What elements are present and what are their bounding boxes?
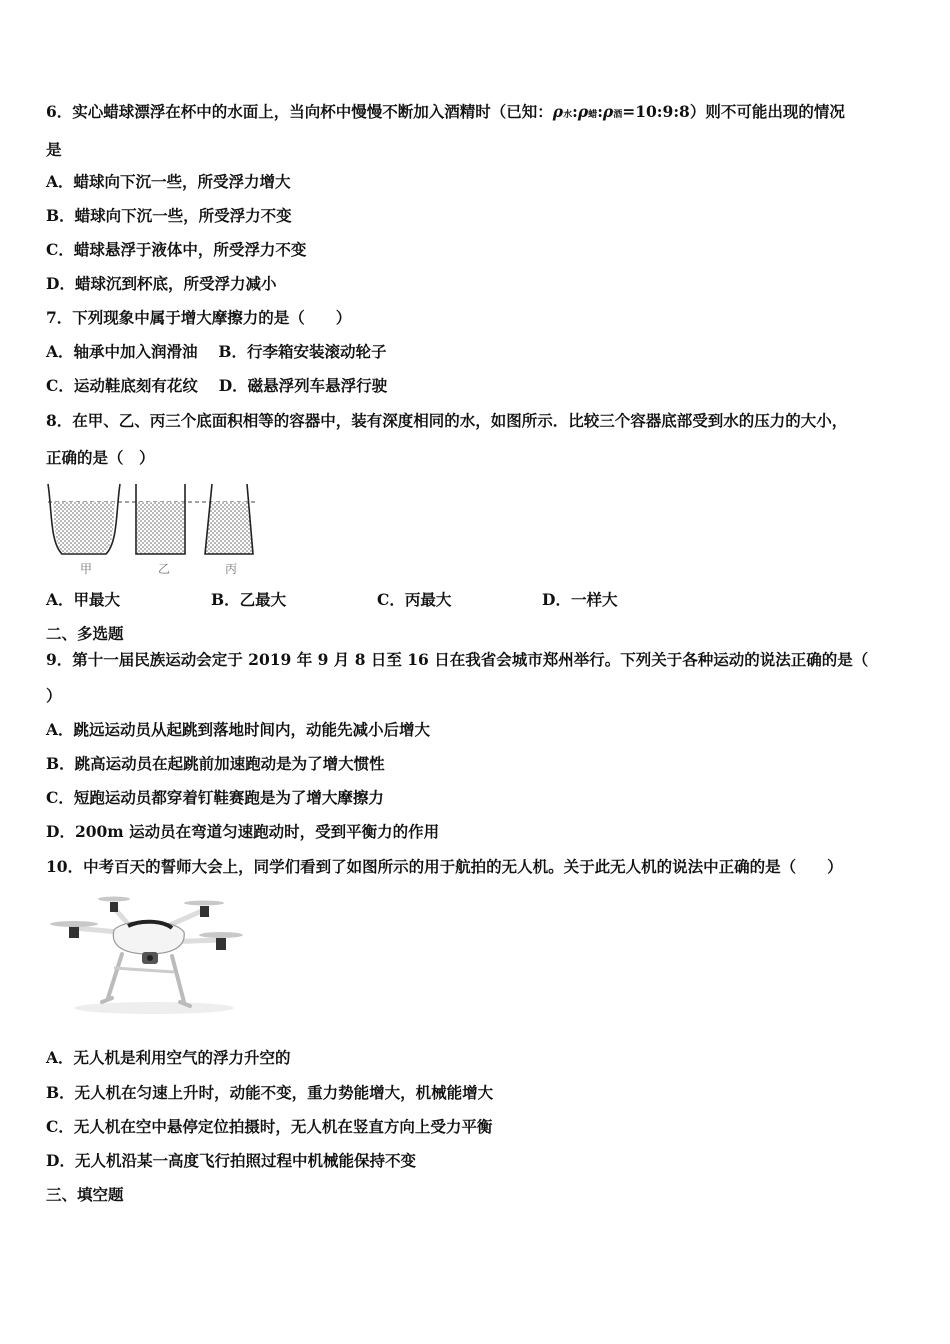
rho-symbol: ρ — [577, 102, 589, 121]
q7-options-row2: C．运动鞋底刻有花纹 D．磁悬浮列车悬浮行驶 — [46, 376, 388, 395]
q9-option-a: A．跳远运动员从起跳到落地时间内，动能先减小后增大 — [46, 720, 431, 739]
label-bing: 丙 — [225, 562, 238, 576]
q8-option-b: B．乙最大 — [211, 590, 287, 609]
q9-stem-continued: ） — [46, 686, 62, 705]
q6-stem-text: 6．实心蜡球漂浮在杯中的水面上，当向杯中慢慢不断加入酒精时（已知： — [46, 102, 553, 121]
q6-stem-continued: 是 — [46, 140, 62, 159]
q10-option-c: C．无人机在空中悬停定位拍摄时，无人机在竖直方向上受力平衡 — [46, 1117, 493, 1136]
q8-option-a: A．甲最大 — [46, 590, 121, 609]
rho-symbol: ρ — [602, 102, 614, 121]
label-yi: 乙 — [158, 562, 171, 576]
q8-option-c: C．丙最大 — [377, 590, 452, 609]
q8-stem: 8．在甲、乙、丙三个底面积相等的容器中，装有深度相同的水，如图所示．比较三个容器底部受到水的压力的大小， — [46, 411, 848, 430]
q9-option-c: C．短跑运动员都穿着钉鞋赛跑是为了增大摩擦力 — [46, 788, 384, 807]
section-heading-fill-in: 三、填空题 — [46, 1185, 124, 1204]
ratio-colon: : — [597, 102, 603, 121]
q8-containers-figure — [44, 480, 264, 578]
ratio-colon: : — [572, 102, 578, 121]
container-bing-water — [206, 502, 252, 554]
q6-option-c: C．蜡球悬浮于液体中，所受浮力不变 — [46, 240, 307, 259]
subscript-water: 水 — [563, 110, 573, 120]
q7-stem: 7．下列现象中属于增大摩擦力的是（ ） — [46, 308, 352, 327]
q8-stem-continued: 正确的是（ ） — [46, 448, 155, 467]
drone-image — [44, 890, 244, 1020]
container-jia-water — [53, 502, 115, 553]
subscript-alcohol: 酒 — [613, 110, 623, 120]
q9-option-b: B．跳高运动员在起跳前加速跑动是为了增大惯性 — [46, 754, 385, 773]
q6-option-b: B．蜡球向下沉一些，所受浮力不变 — [46, 206, 292, 225]
label-jia: 甲 — [80, 562, 93, 576]
q8-option-d: D．一样大 — [542, 590, 618, 609]
q6-option-a: A．蜡球向下沉一些，所受浮力增大 — [46, 172, 291, 191]
q10-option-d: D．无人机沿某一高度飞行拍照过程中机械能保持不变 — [46, 1151, 416, 1170]
q10-stem: 10．中考百天的誓师大会上，同学们看到了如图所示的用于航拍的无人机。关于此无人机的说法中正确的是（ ） — [46, 857, 843, 876]
q9-stem: 9．第十一届民族运动会定于 2019 年 9 月 8 日至 16 日在我省会城市郑州举行。下列关于各种运动的说法正确的是（ — [46, 650, 869, 669]
q10-option-a: A．无人机是利用空气的浮力升空的 — [46, 1048, 291, 1067]
q9-option-d: D．200m 运动员在弯道匀速跑动时，受到平衡力的作用 — [46, 822, 440, 841]
container-yi-water — [137, 502, 184, 554]
q6-option-d: D．蜡球沉到杯底，所受浮力减小 — [46, 274, 277, 293]
q10-option-b: B．无人机在匀速上升时，动能不变，重力势能增大，机械能增大 — [46, 1083, 494, 1102]
q6-stem — [46, 102, 845, 125]
q7-options-row1: A．轴承中加入润滑油 B．行李箱安装滚动轮子 — [46, 342, 387, 361]
section-heading-multiple-choice: 二、多选题 — [46, 624, 124, 643]
subscript-wax: 蜡 — [588, 110, 598, 120]
rho-symbol: ρ — [552, 102, 564, 121]
q6-ratio-text: =10:9:8）则不可能出现的情况 — [622, 102, 845, 121]
